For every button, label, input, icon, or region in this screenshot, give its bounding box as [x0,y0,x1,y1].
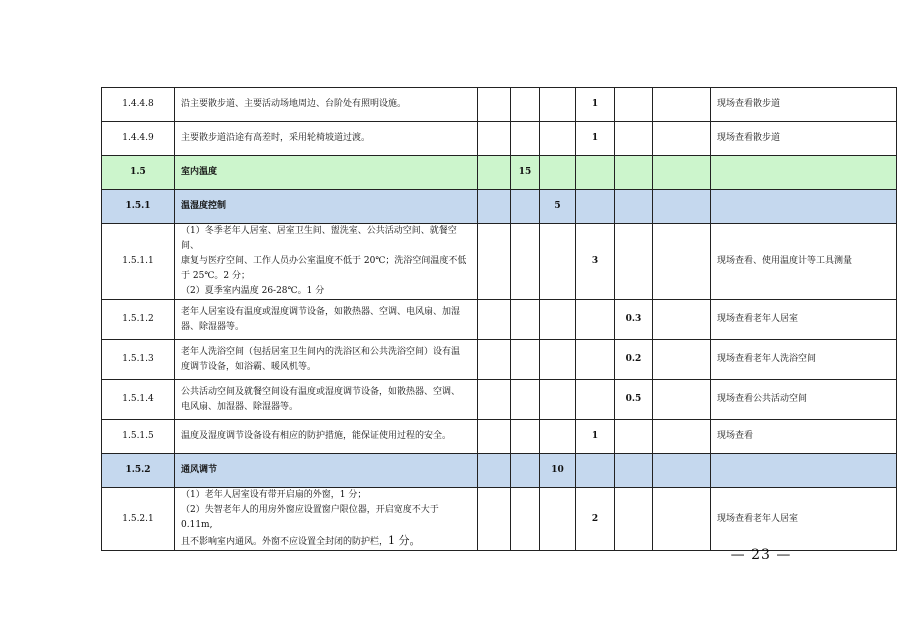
content-line: 老年人洗浴空间（包括居室卫生间内的洗浴区和公共洗浴空间）设有温 [181,346,461,357]
score-cell: 2 [576,488,615,551]
score-cell [478,300,511,340]
table-row [102,488,897,551]
blank-cell [653,224,711,300]
check-method: 现场查看散步道 [711,88,897,122]
score-cell [576,156,615,190]
score-cell [615,122,653,156]
score-cell [478,224,511,300]
blank-cell [653,420,711,454]
item-content [175,340,478,380]
section-title: 室内温度 [175,156,478,190]
item-content [175,224,478,300]
score-cell [478,340,511,380]
table-row [102,88,897,122]
table-row [102,224,897,300]
subsection-row [102,190,897,224]
score-cell [576,190,615,224]
item-content [175,380,478,420]
score-cell [615,420,653,454]
blank-cell [653,122,711,156]
check-method: 现场查看 [711,420,897,454]
score-cell [540,156,576,190]
score-cell [511,122,540,156]
score-cell: 0.5 [615,380,653,420]
content-line: 器、除湿器等。 [181,321,245,332]
score-cell [478,420,511,454]
section-row [102,156,897,190]
item-content: 沿主要散步道、主要活动场地周边、台阶处有照明设施。 [175,88,478,122]
score-cell [576,340,615,380]
check-method: 现场查看老年人洗浴空间 [711,340,897,380]
check-method: 现场查看公共活动空间 [711,380,897,420]
table-row [102,340,897,380]
item-code: 1.5.1.3 [102,340,175,380]
score-cell [540,488,576,551]
item-code: 1.5.2 [102,454,175,488]
score-cell: 5 [540,190,576,224]
score-cell [615,488,653,551]
content-line: 度调节设备，如浴霸、暖风机等。 [181,361,317,372]
score-cell [511,454,540,488]
table-row [102,300,897,340]
check-method: 现场查看老年人居室 [711,300,897,340]
content-line: 电风扇、加湿器、除湿器等。 [181,401,299,412]
item-content: 主要散步道沿途有高差时，采用轮椅坡道过渡。 [175,122,478,156]
score-cell [511,300,540,340]
content-line: （1）老年人居室设有带开启扇的外窗，1 分； [181,490,367,500]
score-cell [478,380,511,420]
score-cell: 0.3 [615,300,653,340]
score-cell [478,454,511,488]
item-content [175,488,478,551]
score-cell [576,380,615,420]
item-code: 1.4.4.8 [102,88,175,122]
score-cell: 15 [511,156,540,190]
content-line: 老年人居室设有温度或湿度调节设备，如散热器、空调、电风扇、加湿 [181,306,461,317]
score-cell [540,340,576,380]
blank-cell [653,488,711,551]
score-cell [540,224,576,300]
item-code: 1.4.4.9 [102,122,175,156]
score-cell [615,156,653,190]
score-cell: 1 [576,88,615,122]
score-cell [511,420,540,454]
table-row [102,122,897,156]
check-method [711,190,897,224]
score-cell [540,88,576,122]
score-cell: 10 [540,454,576,488]
content-line: 康复与医疗空间、工作人员办公室温度不低于 20℃；洗浴空间温度不低 [181,256,467,266]
blank-cell [653,380,711,420]
content-line: （2）夏季室内温度 26-28℃。1 分 [181,286,325,296]
check-method [711,156,897,190]
check-method [711,454,897,488]
blank-cell [653,88,711,122]
subsection-title: 通风调节 [175,454,478,488]
subsection-row [102,454,897,488]
score-cell: 1 [576,420,615,454]
blank-cell [653,156,711,190]
score-cell [615,454,653,488]
score-cell [478,156,511,190]
item-content [175,300,478,340]
score-cell [540,122,576,156]
content-text: 且不影响室内通风。外窗不应设置全封闭的防护栏， [181,537,389,547]
item-code: 1.5 [102,156,175,190]
item-content: 温度及湿度调节设备设有相应的防护措施，能保证使用过程的安全。 [175,420,478,454]
subsection-title: 温湿度控制 [175,190,478,224]
blank-cell [653,190,711,224]
check-method: 现场查看老年人居室 [711,488,897,551]
score-cell [615,224,653,300]
score-cell [511,380,540,420]
score-cell [540,300,576,340]
content-line [181,533,471,550]
score-cell [478,190,511,224]
score-cell [576,454,615,488]
page-number: — 23 — [730,547,792,563]
score-cell [511,88,540,122]
content-line: 公共活动空间及就餐空间设有温度或湿度调节设备，如散热器、空调、 [181,386,461,397]
item-code: 1.5.1 [102,190,175,224]
score-cell [540,380,576,420]
content-line: 于 25℃。2 分； [181,271,250,281]
score-cell: 1 [576,122,615,156]
blank-cell [653,340,711,380]
score-cell [511,488,540,551]
table-row [102,380,897,420]
score-cell: 3 [576,224,615,300]
score-cell [540,420,576,454]
score-cell [478,488,511,551]
content-line: （2）失智老年人的用房外窗应设置窗户限位器，开启宽度不大于 0.11m, [181,505,439,530]
blank-cell [653,300,711,340]
item-code: 1.5.2.1 [102,488,175,551]
blank-cell [653,454,711,488]
score-cell [478,122,511,156]
assessment-table [101,87,897,551]
item-code: 1.5.1.4 [102,380,175,420]
item-code: 1.5.1.5 [102,420,175,454]
score-cell [615,190,653,224]
score-cell [576,300,615,340]
score-cell [511,224,540,300]
score-cell [478,88,511,122]
check-method: 现场查看、使用温度计等工具测量 [711,224,897,300]
score-cell [615,88,653,122]
score-note: 1 分。 [388,534,421,547]
item-code: 1.5.1.2 [102,300,175,340]
content-line: （1）冬季老年人居室、居室卫生间、盥洗室、公共活动空间、就餐空间、 [181,226,457,251]
score-cell [511,190,540,224]
check-method: 现场查看散步道 [711,122,897,156]
score-cell: 0.2 [615,340,653,380]
table-row [102,420,897,454]
score-cell [511,340,540,380]
item-code: 1.5.1.1 [102,224,175,300]
